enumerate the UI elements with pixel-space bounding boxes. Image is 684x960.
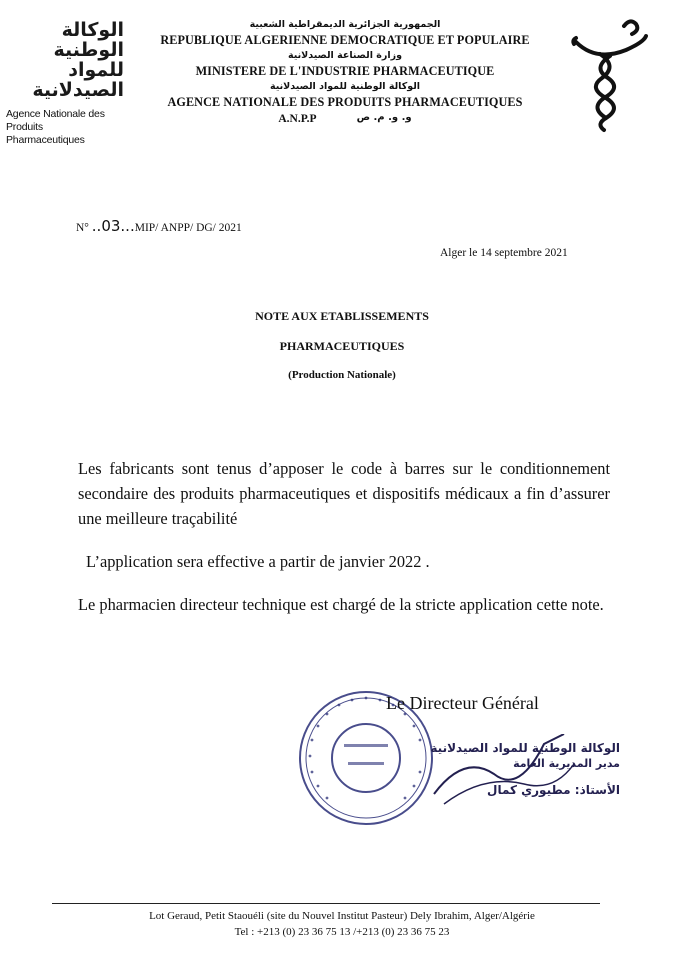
footer-address: Lot Geraud, Petit Staouéli (site du Nouvel Institut Pasteur) Dely Ibrahim, Alger/Algérie	[149, 910, 535, 922]
letterhead	[120, 18, 570, 127]
note-title-line3: (Production Nationale)	[288, 369, 396, 381]
reference-suffix: MIP/ ANPP/ DG/ 2021	[134, 222, 242, 234]
stamp-agency-arabic: الوكالة الوطنية للمواد الصيدلانية	[430, 741, 620, 755]
logo-french-line1: Agence Nationale des	[6, 108, 105, 120]
header-fr-republic: REPUBLIQUE ALGERIENNE DEMOCRATIQUE ET POPULAIRE	[160, 33, 530, 47]
caduceus-icon	[566, 14, 656, 134]
document-date: Alger le 14 septembre 2021	[440, 247, 568, 259]
note-title-line2: PHARMACEUTIQUES	[279, 339, 405, 353]
note-title-line1: NOTE AUX ETABLISSEMENTS	[255, 309, 429, 323]
signature-block	[420, 740, 620, 850]
reference-prefix: N°	[76, 222, 89, 234]
footer-phone: Tel : +213 (0) 23 36 75 13 /+213 (0) 23 36 75 23	[234, 926, 450, 938]
header-ar-agency: الوكالة الوطنية للمواد الصيدلانية	[269, 81, 421, 92]
header-abbreviations	[120, 111, 570, 127]
footer-divider	[52, 903, 600, 904]
agency-logo	[6, 20, 124, 147]
signature-title: Le Directeur Général	[386, 693, 539, 713]
header-fr-ministry: MINISTERE DE L'INDUSTRIE PHARMACEUTIQUE	[195, 64, 495, 78]
logo-french-line2: Produits Pharmaceutiques	[6, 121, 85, 146]
body-paragraph-1: Les fabricants sont tenus d’apposer le code à barres sur le conditionnement secondaire des produits pharmaceutiques et dispositifs médicaux a fin d’assurer une meilleure traçabilité	[78, 459, 610, 528]
logo-arabic-line2: للمواد الصيدلانية	[32, 59, 124, 101]
signer-name-arabic: الأستاذ: مطيوري كمال	[487, 783, 620, 797]
body-paragraph-3: Le pharmacien directeur technique est chargé de la stricte application cette note.	[78, 595, 604, 614]
reference-number	[76, 217, 242, 235]
body-paragraph-2: L’application sera effective a partir de janvier 2022 .	[86, 552, 430, 571]
header-fr-agency: AGENCE NATIONALE DES PRODUITS PHARMACEUTIQUES	[167, 95, 523, 109]
header-ar-republic: الجمهورية الجزائرية الديمقراطية الشعبية	[249, 19, 441, 30]
header-fr-abbr: A.N.P.P	[278, 113, 317, 125]
header-ar-abbr: و. و. م. ص	[356, 112, 412, 123]
header-ar-ministry: وزارة الصناعة الصيدلانية	[287, 50, 403, 61]
stamp-role-arabic: مدير المديرية العامة	[513, 757, 620, 770]
reference-handwritten-number: ..03...	[91, 217, 135, 235]
handwritten-signature-icon	[424, 734, 594, 824]
logo-arabic-line1: الوكالة الوطنية	[53, 19, 124, 61]
